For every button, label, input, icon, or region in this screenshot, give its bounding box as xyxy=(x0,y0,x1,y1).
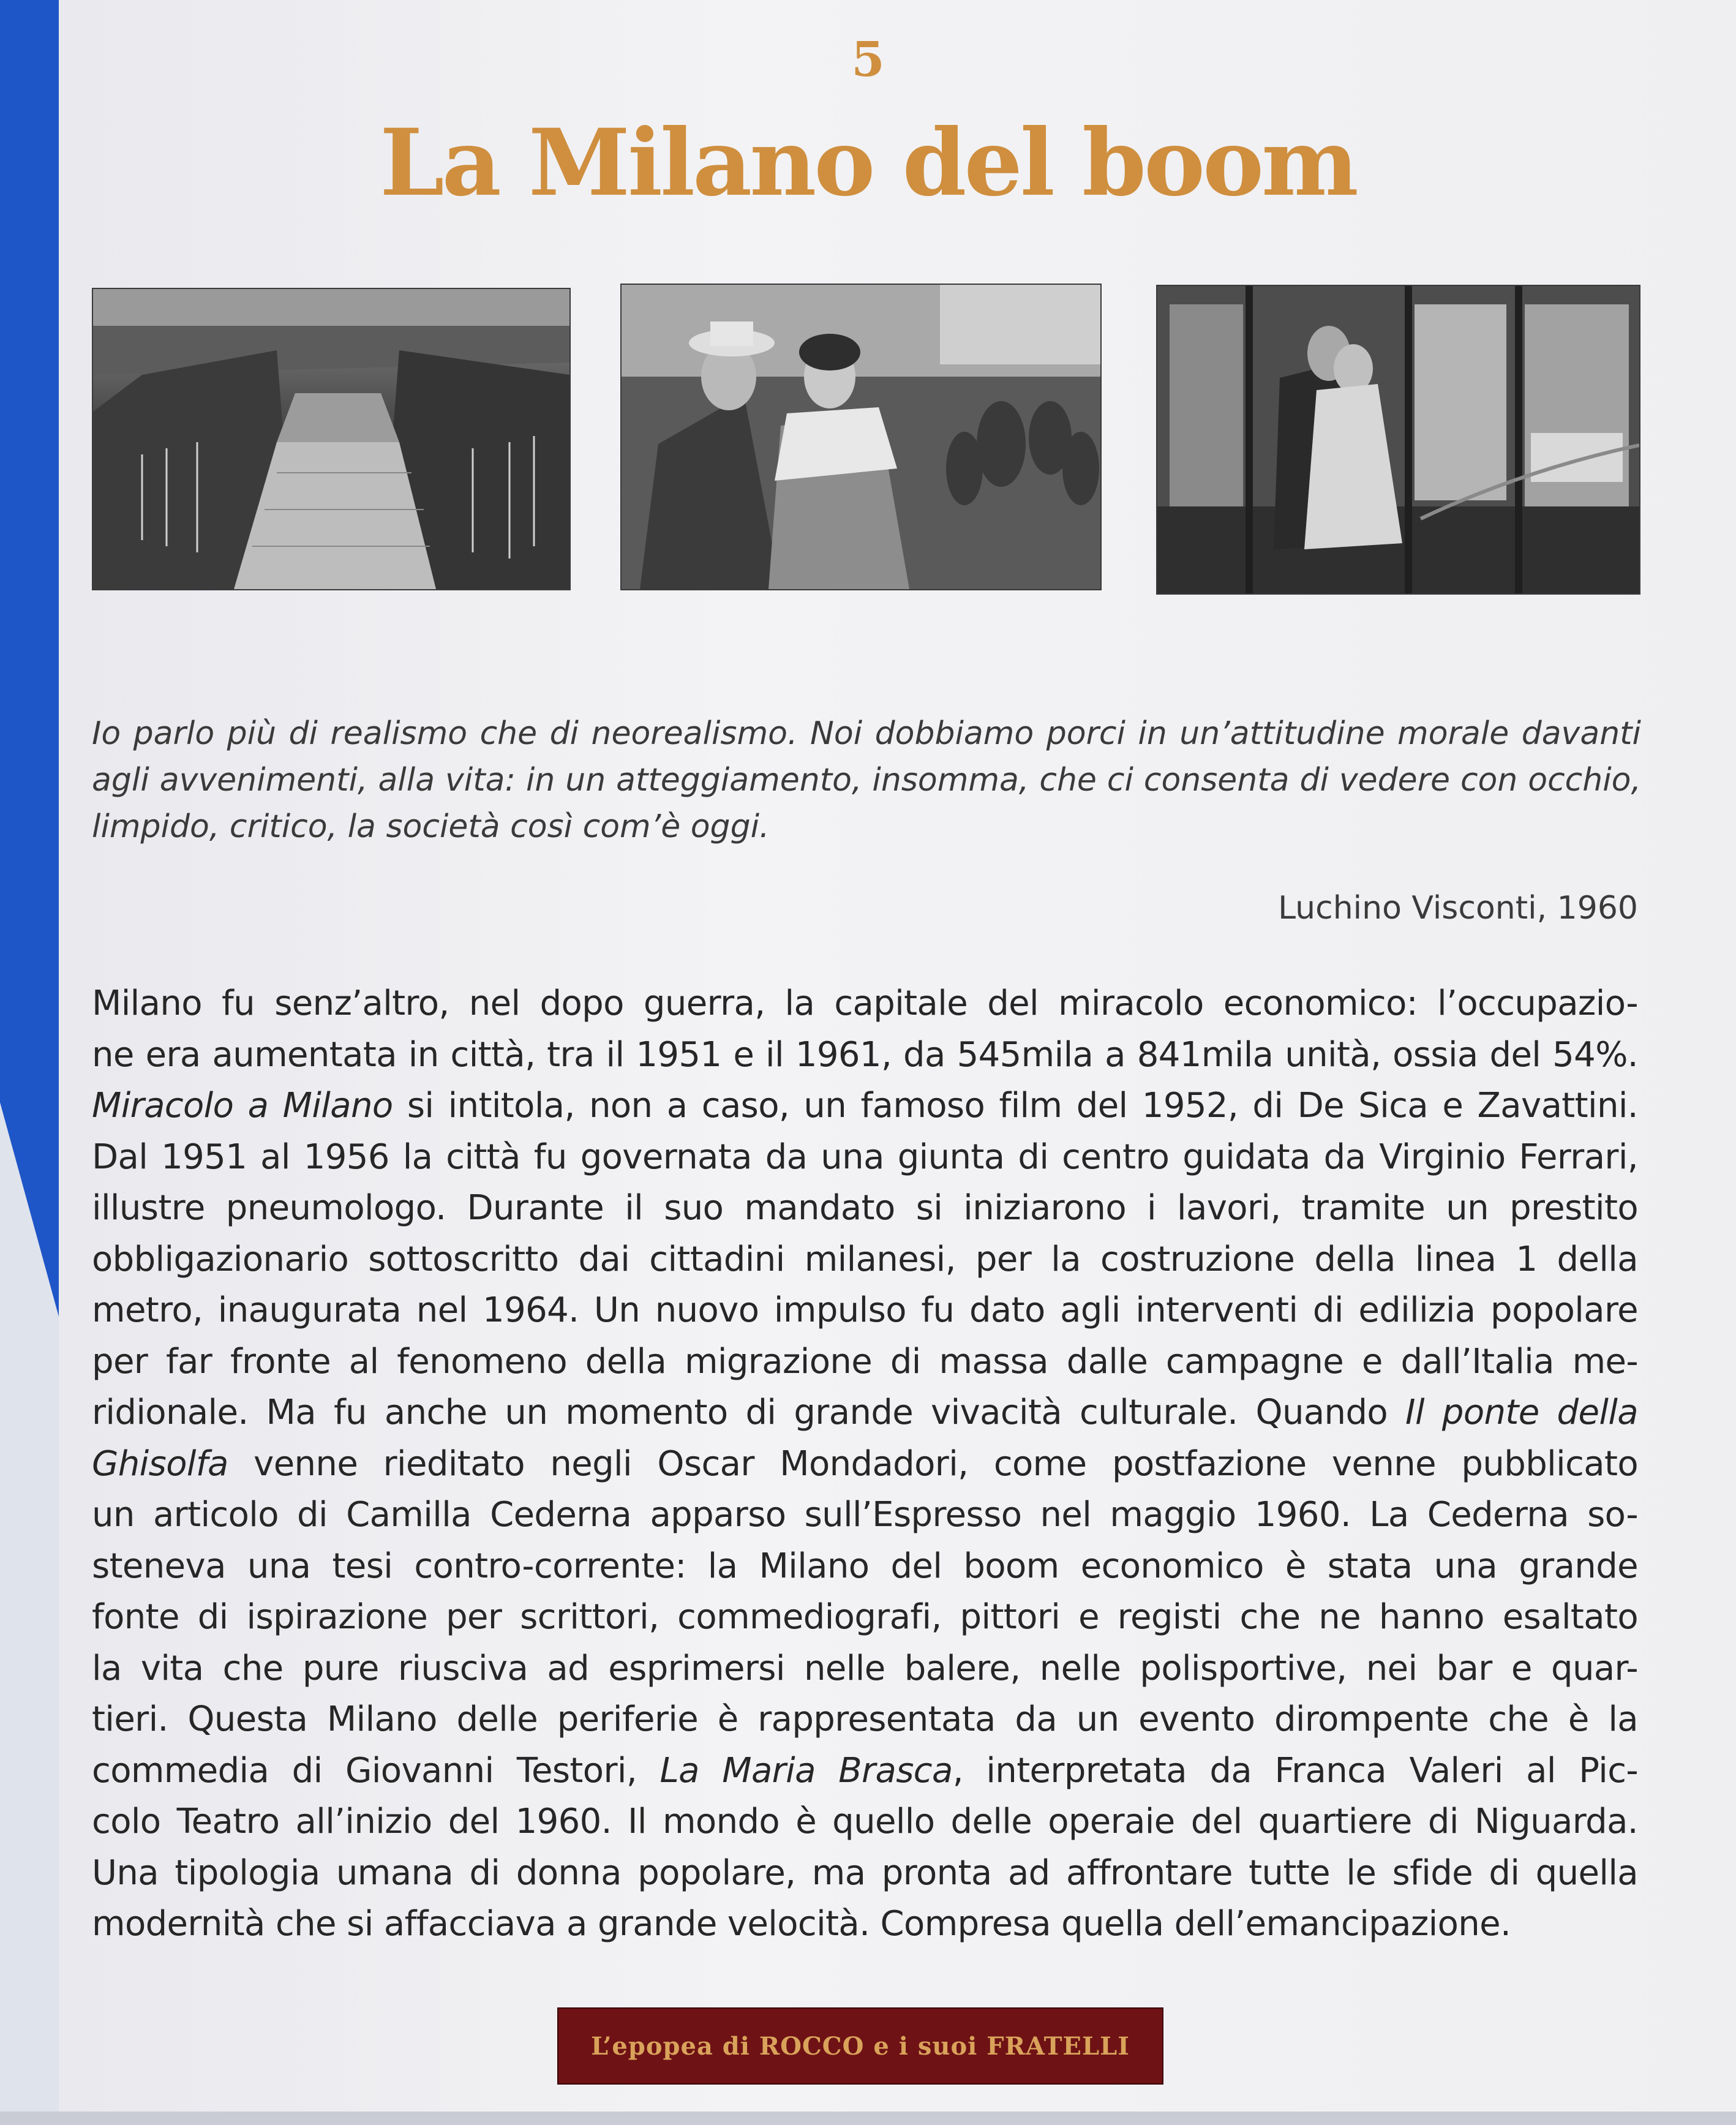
page-title: La Milano del boom xyxy=(380,109,1356,217)
photo-couple-tram xyxy=(1156,285,1640,595)
body-line: Ghisolfa venne rieditato negli Oscar Mondadori, come postfazione venne pubblicato xyxy=(92,1443,1638,1484)
body-paragraph xyxy=(92,978,1638,1950)
body-line: un articolo di Camilla Cederna apparso sull’Espresso nel maggio 1960. La Cederna so- xyxy=(92,1495,1638,1535)
footer-banner-label: L’epopea di ROCCO e i suoi FRATELLI xyxy=(590,2031,1130,2061)
body-line: steneva una tesi contro-corrente: la Milano del boom economico è stata una grande xyxy=(92,1546,1638,1586)
body-line: illustre pneumologo. Durante il suo mandato si iniziarono i lavori, tramite un prestito xyxy=(92,1188,1638,1228)
body-line: Una tipologia umana di donna popolare, ma pronta ad affrontare tutte le sfide di quella xyxy=(92,1852,1638,1893)
body-line: la vita che pure riusciva ad esprimersi nelle balere, nelle polisportive, nei bar e quar- xyxy=(92,1648,1638,1688)
body-line: tieri. Questa Milano delle periferie è rappresentata da un evento dirompente che è la xyxy=(92,1699,1638,1739)
left-edge-shadow xyxy=(0,0,67,2125)
body-line: per far fronte al fenomeno della migrazione di massa dalle campagne e dall’Italia me- xyxy=(92,1341,1638,1382)
bottom-band xyxy=(0,2112,1736,2125)
body-line: obbligazionario sottoscritto dai cittadini milanesi, per la costruzione della linea 1 della xyxy=(92,1239,1638,1279)
footer-banner xyxy=(557,2007,1163,2085)
body-line: commedia di Giovanni Testori, La Maria Brasca, interpretata da Franca Valeri al Pic- xyxy=(92,1750,1638,1791)
body-line: modernità che si affacciava a grande velocità. Compresa quella dell’emancipazione. xyxy=(92,1904,1511,1944)
section-number: 5 xyxy=(851,32,885,88)
body-line: Dal 1951 al 1956 la città fu governata da una giunta di centro guidata da Virginio Ferrari, xyxy=(92,1137,1638,1177)
body-line: metro, inaugurata nel 1964. Un nuovo impulso fu dato agli interventi di edilizia popolare xyxy=(92,1290,1638,1330)
photo-aerial-city xyxy=(92,288,571,590)
body-line: Miracolo a Milano si intitola, non a caso, un famoso film del 1952, di De Sica e Zavattini. xyxy=(92,1086,1638,1126)
body-line: ne era aumentata in città, tra il 1951 e il 1961, da 545mila a 841mila unità, ossia del 54%. xyxy=(92,1034,1638,1075)
body-line: colo Teatro all’inizio del 1960. Il mondo è quello delle operaie del quartiere di Niguarda. xyxy=(92,1802,1638,1841)
photo-couple-street xyxy=(620,284,1102,590)
body-line: Milano fu senz’altro, nel dopo guerra, la capitale del miracolo economico: l’occupazio- xyxy=(92,984,1638,1023)
quote-text: Io parlo più di realismo che di neorealismo. Noi dobbiamo porci in un’attitudine morale davanti agli avvenimenti, alla vita: in un atteggiamento, insomma, che ci consenta di vedere con occhio, limpido, critico, la società così com’è oggi. xyxy=(92,715,1641,845)
quote-author: Luchino Visconti, 1960 xyxy=(1278,890,1638,927)
body-line: fonte di ispirazione per scrittori, commediografi, pittori e registi che ne hanno esaltato xyxy=(92,1597,1638,1637)
body-line: ridionale. Ma fu anche un momento di grande vivacità culturale. Quando Il ponte della xyxy=(92,1393,1638,1432)
